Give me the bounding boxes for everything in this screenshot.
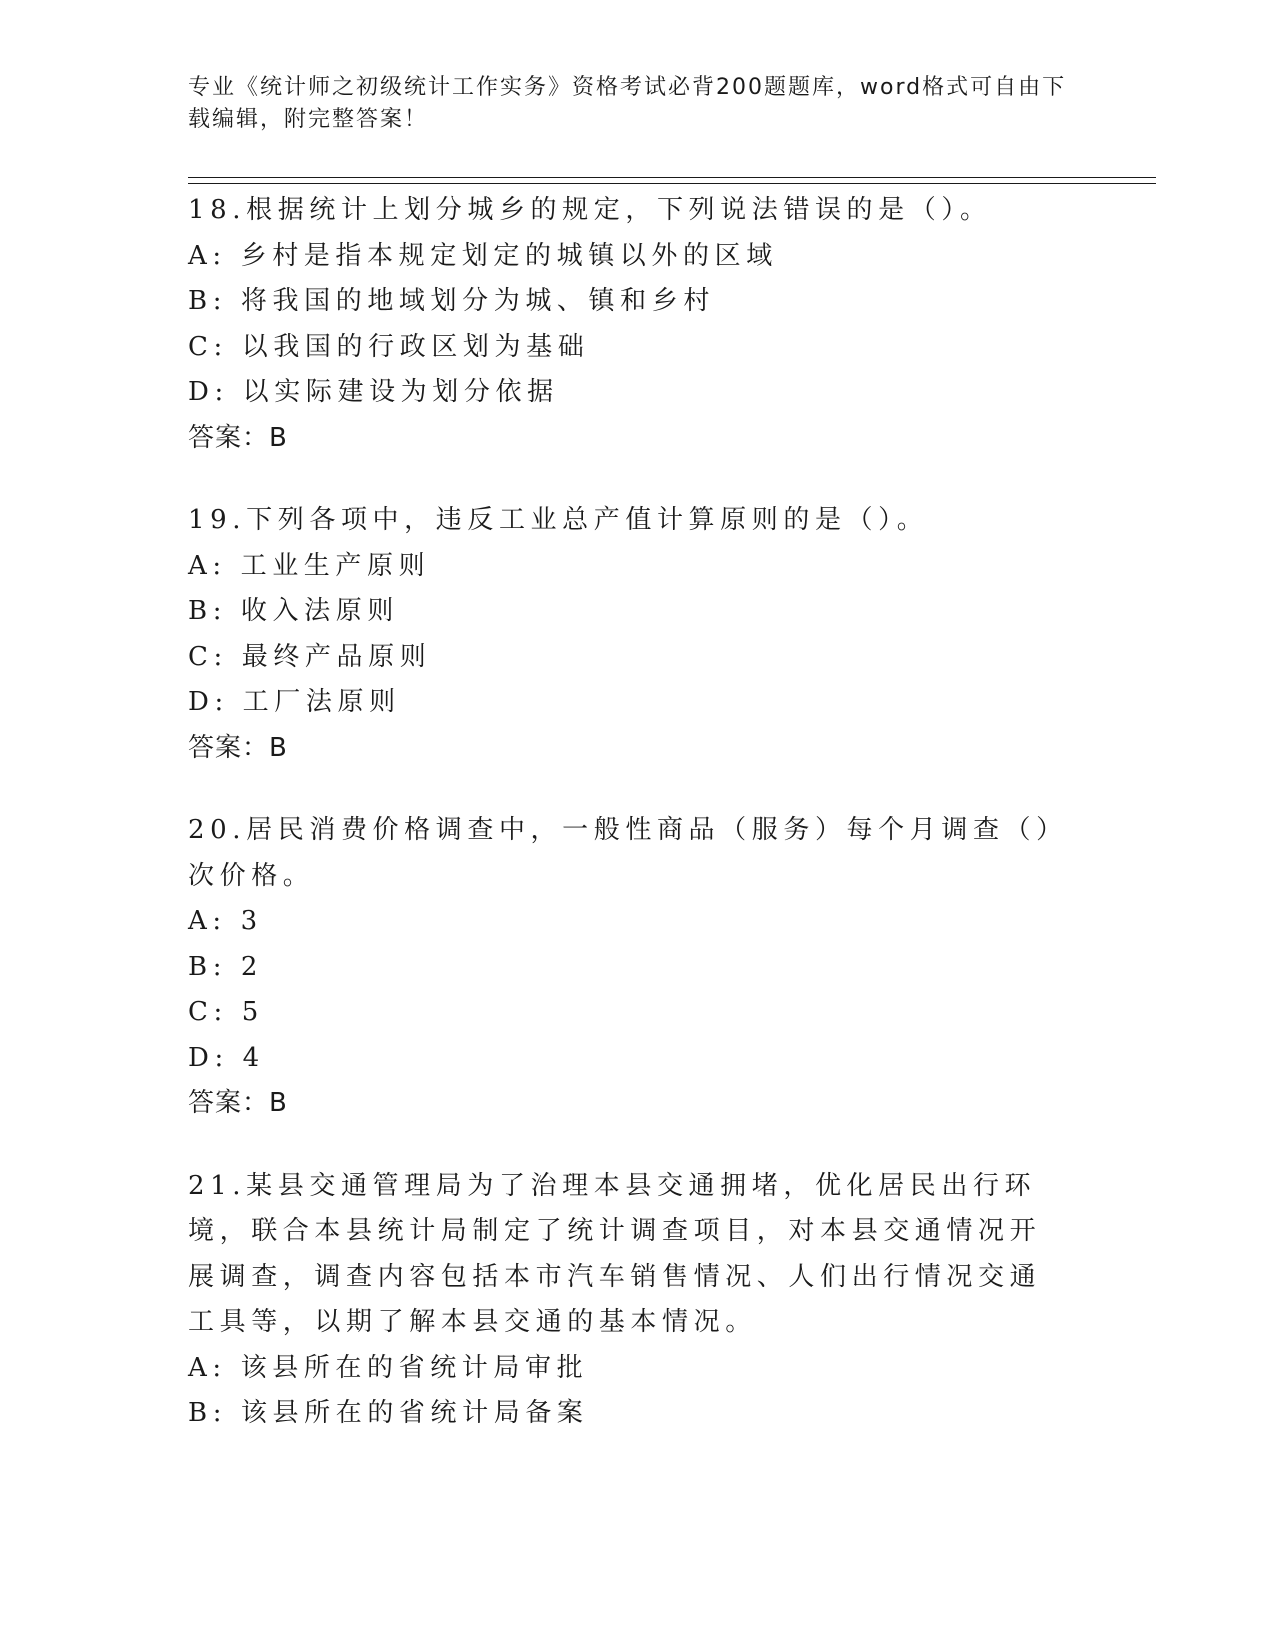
question-stem: 21.某县交通管理局为了治理本县交通拥堵，优化居民出行环境，联合本县统计局制定了统计调查项目，对本县交通情况开展调查，调查内容包括本市汽车销售情况、人们出行情况交通工具等，以期了解本县交通的基本情况。	[188, 1170, 1042, 1337]
option-a: A: 乡村是指本规定划定的城镇以外的区域	[188, 240, 778, 271]
header-divider-top	[188, 177, 1156, 178]
option-a: A: 该县所在的省统计局审批	[188, 1352, 589, 1383]
option-d: D: 工厂法原则	[188, 687, 401, 717]
answer-key: 答案：B	[188, 732, 288, 763]
question-18	[188, 188, 1088, 461]
question-stem: 20.居民消费价格调查中，一般性商品（服务）每个月调查（）次价格。	[188, 815, 1068, 891]
question-21	[188, 1164, 1088, 1437]
option-b: B: 该县所在的省统计局备案	[188, 1398, 589, 1428]
option-c: C: 以我国的行政区划为基础	[188, 331, 590, 362]
question-stem: 18.根据统计上划分城乡的规定，下列说法错误的是（）。	[188, 195, 992, 225]
option-b: B: 将我国的地域划分为城、镇和乡村	[188, 286, 715, 316]
answer-key: 答案：B	[188, 1088, 288, 1118]
option-b: B: 2	[188, 951, 264, 982]
document-header: 专业《统计师之初级统计工作实务》资格考试必背200题题库，word格式可自由下载编辑，附完整答案！	[188, 75, 1067, 132]
option-a: A: 3	[188, 906, 263, 936]
header-divider-bottom	[188, 183, 1156, 184]
option-a: A: 工业生产原则	[188, 550, 431, 581]
option-d: D: 4	[188, 1042, 265, 1073]
option-c: C: 最终产品原则	[188, 641, 432, 672]
question-19	[188, 498, 1088, 771]
option-d: D: 以实际建设为划分依据	[188, 377, 559, 407]
option-b: B: 收入法原则	[188, 596, 399, 626]
question-stem: 19.下列各项中，违反工业总产值计算原则的是（）。	[188, 505, 929, 535]
answer-key: 答案：B	[188, 422, 288, 453]
question-list	[188, 188, 1088, 1437]
question-20	[188, 808, 1088, 1127]
option-c: C: 5	[188, 997, 264, 1027]
